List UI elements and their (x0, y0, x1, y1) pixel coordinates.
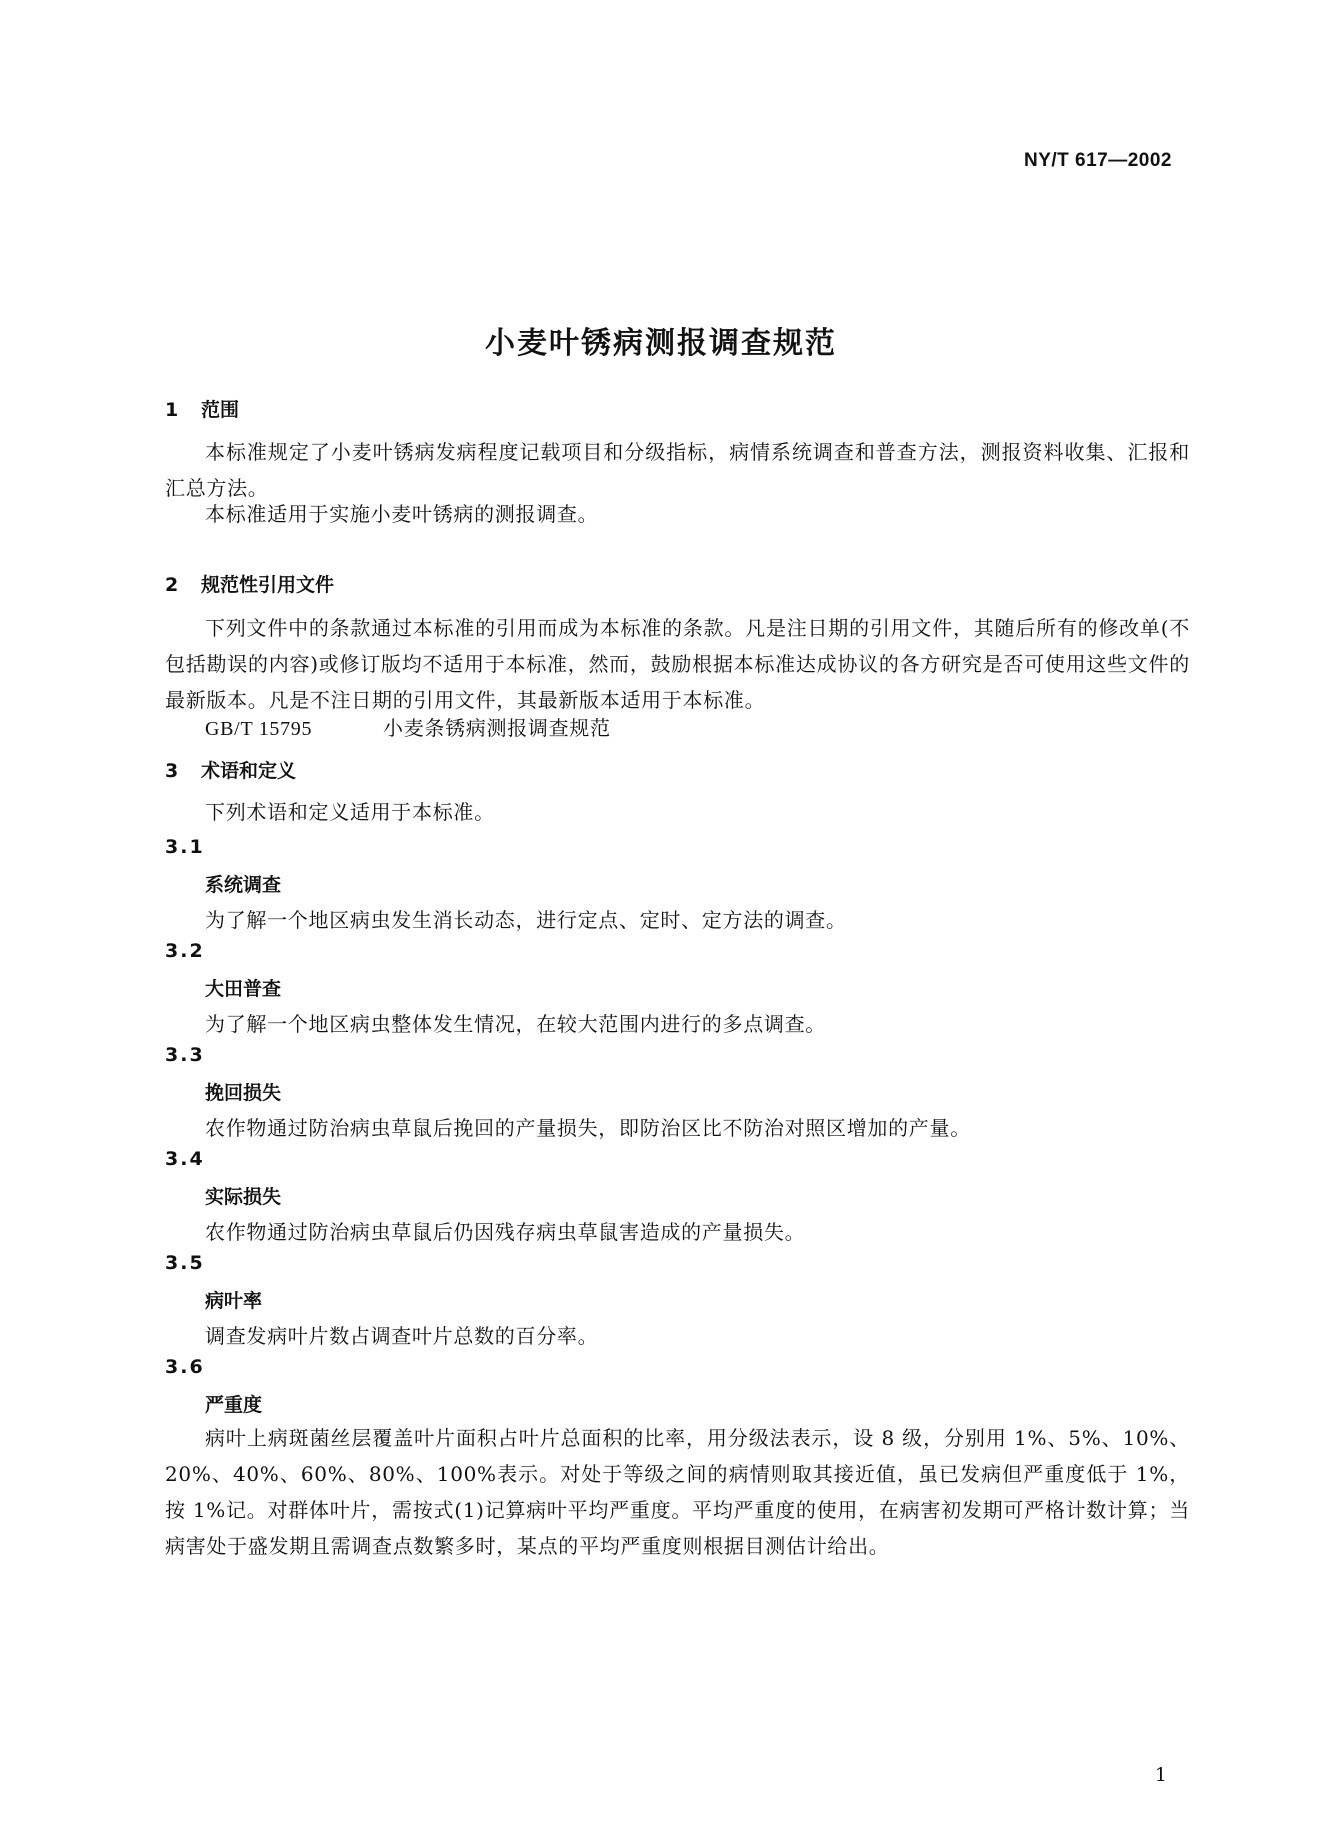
section-2-heading (165, 570, 334, 597)
document-title: 小麦叶锈病测报调查规范 (485, 326, 837, 361)
term-number: 3.3 (165, 1044, 205, 1066)
term-name: 大田普查 (205, 978, 282, 1000)
term-number: 3.4 (165, 1148, 205, 1170)
section-number: 3 (165, 760, 179, 782)
term-number: 3.1 (165, 836, 205, 858)
standard-code: NY/T 617—2002 (1023, 150, 1172, 171)
section-2-paragraph-1: 下列文件中的条款通过本标准的引用而成为本标准的条款。凡是注日期的引用文件，其随后所有的修改单(不包括勘误的内容)或修订版均不适用于本标准，然而，鼓励根据本标准达成协议的各方研究是否可使用这些文件的最新版本。凡是不注日期的引用文件，其最新版本适用于本标准。 (165, 616, 1190, 712)
term-name: 严重度 (205, 1394, 263, 1416)
term-definition: 农作物通过防治病虫草鼠后仍因残存病虫草鼠害造成的产量损失。 (205, 1220, 806, 1244)
term-number: 3.6 (165, 1356, 205, 1378)
section-1-paragraph-2: 本标准适用于实施小麦叶锈病的测报调查。 (205, 502, 599, 526)
section-number: 1 (165, 399, 179, 421)
term-definition: 农作物通过防治病虫草鼠后挽回的产量损失，即防治区比不防治对照区增加的产量。 (205, 1116, 971, 1140)
term-name: 病叶率 (205, 1290, 263, 1312)
section-1-paragraph-1: 本标准规定了小麦叶锈病发病程度记载项目和分级指标，病情系统调查和普查方法，测报资料收集、汇报和汇总方法。 (165, 440, 1190, 500)
term-definition: 为了解一个地区病虫整体发生情况，在较大范围内进行的多点调查。 (205, 1012, 826, 1036)
term-name: 系统调查 (205, 874, 282, 896)
section-3-heading (165, 756, 296, 783)
term-definition: 为了解一个地区病虫发生消长动态，进行定点、定时、定方法的调查。 (205, 908, 847, 932)
page-number: 1 (1154, 1764, 1167, 1786)
normative-reference (205, 712, 611, 741)
term-definition: 病叶上病斑菌丝层覆盖叶片面积占叶片总面积的比率，用分级法表示，设 8 级，分别用 1%、5%、10%、20%、40%、60%、80%、100%表示。对处于等级之间的病情则取其接近值，虽已发病但严重度低于 1%，按 1%记。对群体叶片，需按式(1)记算病叶平均严重度。平均严重度的使用，在病害初发期可严格计数计算；当病害处于盛发期且需调查点数繁多时，某点的平均严重度则根据目测估计给出。 (165, 1426, 1190, 1558)
section-3-intro: 下列术语和定义适用于本标准。 (205, 800, 495, 824)
term-number: 3.5 (165, 1252, 205, 1274)
section-1-heading (165, 395, 239, 422)
term-name: 实际损失 (205, 1186, 282, 1208)
term-name: 挽回损失 (205, 1082, 282, 1104)
section-number: 2 (165, 574, 179, 596)
term-definition: 调查发病叶片数占调查叶片总数的百分率。 (205, 1324, 599, 1348)
reference-title: 小麦条锈病测报调查规范 (383, 716, 611, 740)
reference-code: GB/T 15795 (205, 718, 313, 740)
section-title: 规范性引用文件 (201, 574, 335, 596)
term-number: 3.2 (165, 940, 205, 962)
section-title: 范围 (201, 399, 240, 421)
section-title: 术语和定义 (201, 760, 297, 782)
